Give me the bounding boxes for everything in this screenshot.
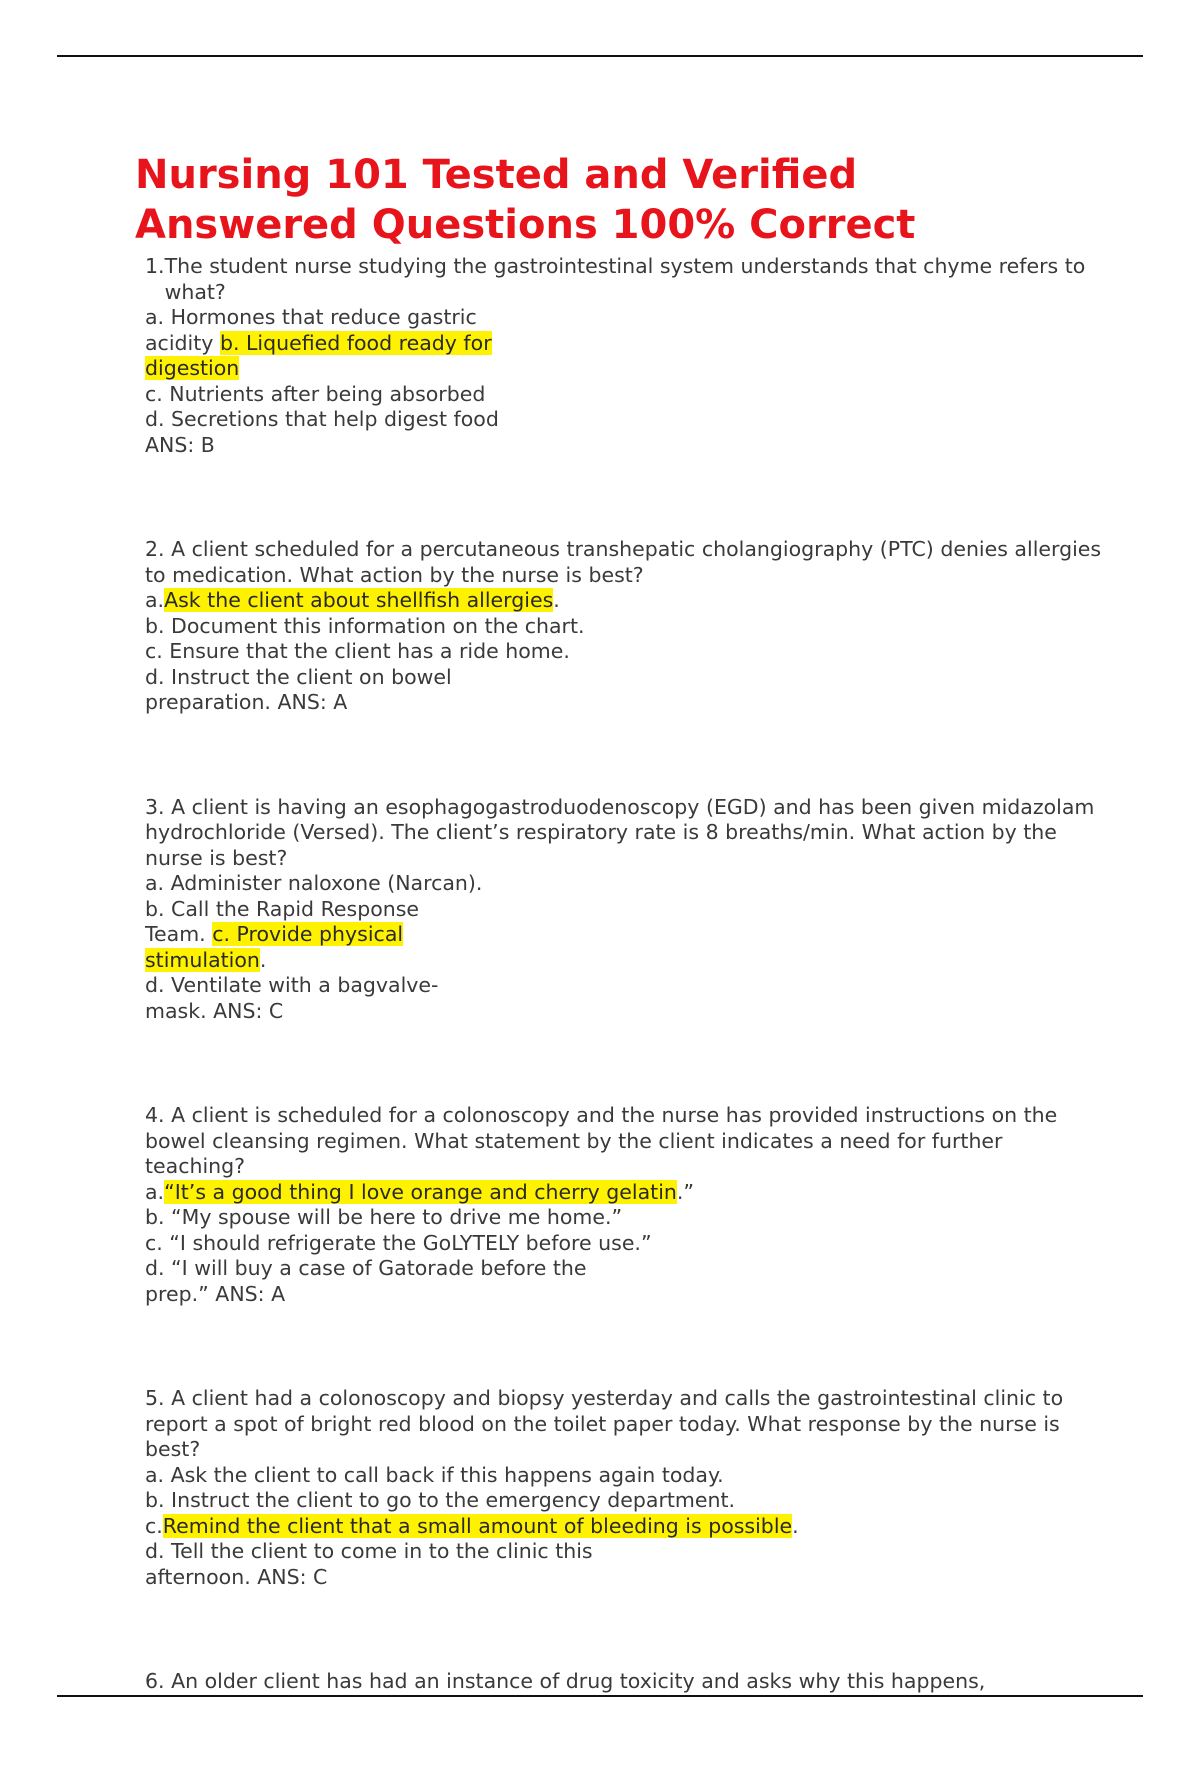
option-d-and-answer: [145, 1539, 625, 1590]
question-4: [145, 1103, 1105, 1307]
option-c-prefix: c.: [145, 1513, 163, 1538]
bottom-rule: [57, 1695, 1143, 1697]
option-a-correct: “It’s a good thing I love orange and cherry gelatin: [164, 1179, 677, 1204]
question-text: A client is scheduled for a colonoscopy and the nurse has provided instructions on the bowel cleansing regimen. What statement by the client indicates a need for further teaching?: [145, 1103, 1058, 1178]
option-a-row: a.Ask the client about shellfish allergies.: [145, 588, 560, 612]
question-stem: [145, 1386, 1105, 1463]
question-number: 4.: [145, 1103, 165, 1127]
option-d: d. Ventilate with a bagvalve-mask.: [145, 973, 439, 1023]
question-stem: [145, 537, 1105, 588]
question-2: [145, 537, 1105, 716]
option-d: d. Tell the client to come in to the clinic this afternoon.: [145, 1539, 593, 1589]
option-b: b. Call the Rapid Response Team.: [145, 896, 420, 946]
answer-key: ANS: C: [257, 1564, 328, 1589]
option-c-row: c.Remind the client that a small amount of bleeding is possible.: [145, 1513, 799, 1538]
option-b-c-block: b. Call the Rapid Response Team. c. Provide physical stimulation.: [145, 896, 420, 972]
option-a: a. Administer naloxone (Narcan).: [145, 871, 483, 895]
question-stem: [145, 1669, 1105, 1695]
question-number: 5.: [145, 1386, 165, 1410]
answer-key: ANS: A: [277, 690, 348, 714]
answer-block: [145, 305, 505, 382]
option-d: d. Secretions that help digest food: [145, 407, 499, 431]
option-c: c. “I should refrigerate the GoLYTELY before use.”: [145, 1230, 652, 1255]
option-c-correct: c. Provide physical stimulation: [145, 922, 404, 972]
question-number: 6.: [145, 1669, 165, 1693]
option-c: c. Ensure that the client has a ride home.: [145, 639, 570, 663]
option-a-row: [145, 1180, 1105, 1206]
question-1: [145, 254, 1105, 458]
question-number: 1.: [145, 254, 165, 278]
option-b: b. Document this information on the chart.: [145, 613, 585, 638]
option-a-prefix: a.: [145, 588, 165, 612]
option-d: d. Instruct the client on bowel preparation.: [145, 664, 452, 714]
question-text: The student nurse studying the gastrointestinal system understands that chyme refers to what?: [164, 254, 1086, 304]
option-d-and-answer: [145, 665, 490, 716]
document-title: [135, 150, 1135, 250]
title-line-2: Answered Questions 100% Correct: [135, 202, 916, 248]
option-c: c. Nutrients after being absorbed: [145, 381, 486, 406]
question-3: [145, 795, 1105, 1025]
option-c-correct: Remind the client that a small amount of bleeding is possible: [162, 1513, 793, 1538]
answer-key: ANS: C: [213, 998, 284, 1023]
question-number: 2.: [145, 537, 165, 561]
question-5: [145, 1386, 1105, 1590]
question-stem: [145, 254, 1105, 305]
question-6: [145, 1669, 1105, 1695]
question-number: 3.: [145, 794, 165, 819]
option-d-and-answer: [145, 973, 465, 1024]
answer-key: ANS: A: [215, 1281, 286, 1306]
answer-key: ANS: B: [145, 432, 215, 457]
title-line-1: Nursing 101 Tested and Verified: [135, 152, 858, 198]
question-text: An older client has had an instance of drug toxicity and asks why this happens,: [171, 1669, 986, 1693]
question-list: [145, 254, 1105, 1774]
question-text: A client is having an esophagogastroduodenoscopy (EGD) and has been given midazolam hydrochloride (Versed). The client’s respiratory rate is 8 breaths/min. What action by the nurse is best?: [145, 794, 1095, 870]
option-b: b. “My spouse will be here to drive me home.”: [145, 1205, 623, 1229]
option-a: a. Ask the client to call back if this happens again today.: [145, 1462, 724, 1487]
option-b: b. Instruct the client to go to the emergency department.: [145, 1488, 736, 1512]
option-d-and-answer: [145, 1256, 605, 1307]
question-text: A client scheduled for a percutaneous transhepatic cholangiography (PTC) denies allergies to medication. What action by the nurse is best?: [145, 537, 1102, 587]
question-text: A client had a colonoscopy and biopsy yesterday and calls the gastrointestinal clinic to report a spot of bright red blood on the toilet paper today. What response by the nurse is best?: [145, 1386, 1064, 1461]
top-rule: [57, 55, 1143, 57]
question-stem: [145, 1103, 1105, 1180]
option-a-prefix: a.: [145, 1179, 165, 1204]
question-stem: [145, 795, 1105, 872]
option-a: a. Hormones that reduce gastric acidity: [145, 305, 477, 355]
option-d-and-answer: [145, 407, 505, 458]
option-a-correct: Ask the client about shellfish allergies: [164, 588, 554, 612]
option-d: d. “I will buy a case of Gatorade before the prep.”: [145, 1256, 587, 1306]
option-a-suffix: .”: [676, 1179, 695, 1204]
option-b-correct: b. Liquefied food ready for digestion: [145, 330, 492, 380]
